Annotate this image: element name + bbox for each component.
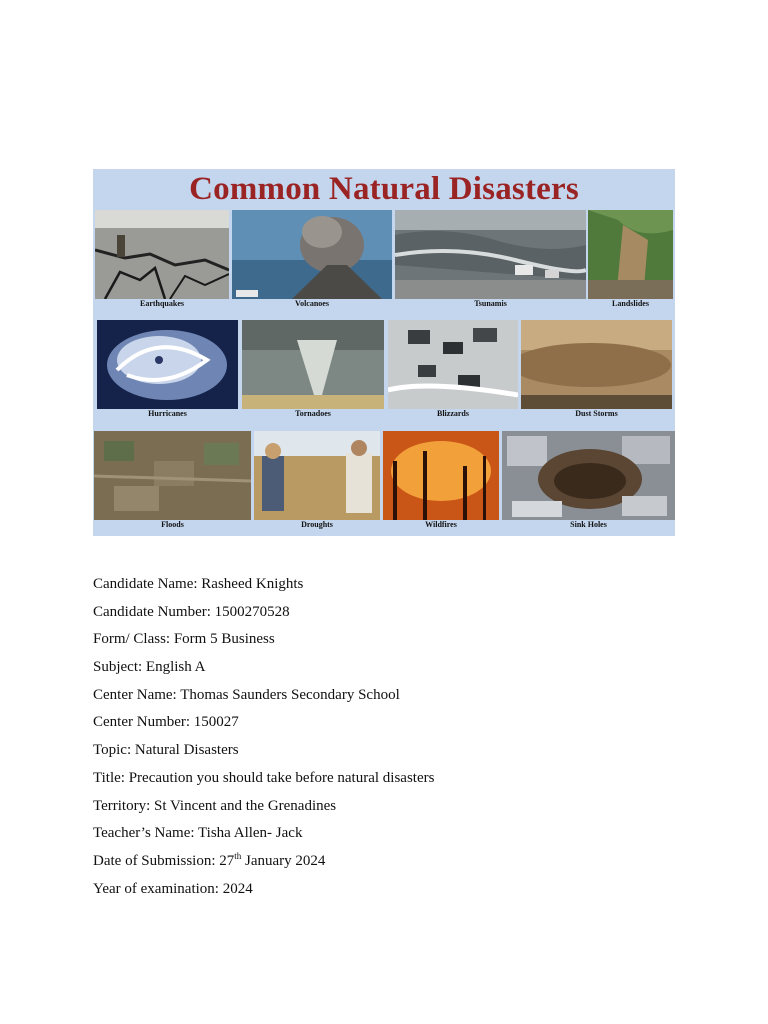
droughts-photo — [254, 431, 380, 520]
candidate-info — [93, 574, 434, 906]
caption-sink-holes: Sink Holes — [570, 520, 607, 529]
caption-dust-storms: Dust Storms — [575, 409, 618, 418]
date-suffix: January 2024 — [241, 852, 326, 869]
form-class: Form/ Class: Form 5 Business — [93, 631, 275, 648]
candidate-number: Candidate Number: 1500270528 — [93, 603, 290, 620]
caption-wildfires: Wildfires — [425, 520, 457, 529]
center-number: Center Number: 150027 — [93, 714, 239, 731]
caption-tsunamis: Tsunamis — [474, 299, 507, 308]
year-of-examination: Year of examination: 2024 — [93, 880, 253, 897]
date-ordinal: th — [234, 850, 242, 861]
territory: Territory: St Vincent and the Grenadines — [93, 797, 337, 814]
teacher-name: Teacher’s Name: Tisha Allen- Jack — [93, 825, 303, 842]
tornadoes-photo — [242, 320, 384, 409]
landslides-photo — [588, 210, 673, 299]
caption-floods: Floods — [161, 520, 184, 529]
blizzards-photo — [388, 320, 518, 409]
dust-storms-photo — [521, 320, 672, 409]
caption-earthquakes: Earthquakes — [139, 299, 184, 308]
caption-volcanoes: Volcanoes — [295, 299, 329, 308]
subject: Subject: English A — [93, 659, 206, 676]
tsunamis-photo — [395, 210, 586, 299]
sink-holes-photo — [502, 431, 675, 520]
date-of-submission — [93, 851, 434, 879]
caption-tornadoes: Tornadoes — [295, 409, 331, 418]
wildfires-photo — [383, 431, 499, 520]
earthquakes-photo — [95, 210, 229, 299]
volcanoes-photo — [232, 210, 392, 299]
center-name: Center Name: Thomas Saunders Secondary School — [93, 686, 400, 703]
caption-droughts: Droughts — [301, 520, 333, 529]
essay-title: Title: Precaution you should take before natural disasters — [93, 769, 435, 786]
candidate-name: Candidate Name: Rasheed Knights — [93, 576, 304, 592]
topic: Topic: Natural Disasters — [93, 742, 239, 759]
hurricanes-photo — [97, 320, 238, 409]
caption-hurricanes: Hurricanes — [148, 409, 187, 418]
caption-landslides: Landslides — [612, 299, 649, 308]
collage-title: Common Natural Disasters — [189, 171, 579, 207]
date-prefix: Date of Submission: 27 — [93, 852, 235, 869]
caption-blizzards: Blizzards — [437, 409, 469, 418]
disasters-collage — [93, 169, 675, 536]
floods-photo — [94, 431, 251, 520]
